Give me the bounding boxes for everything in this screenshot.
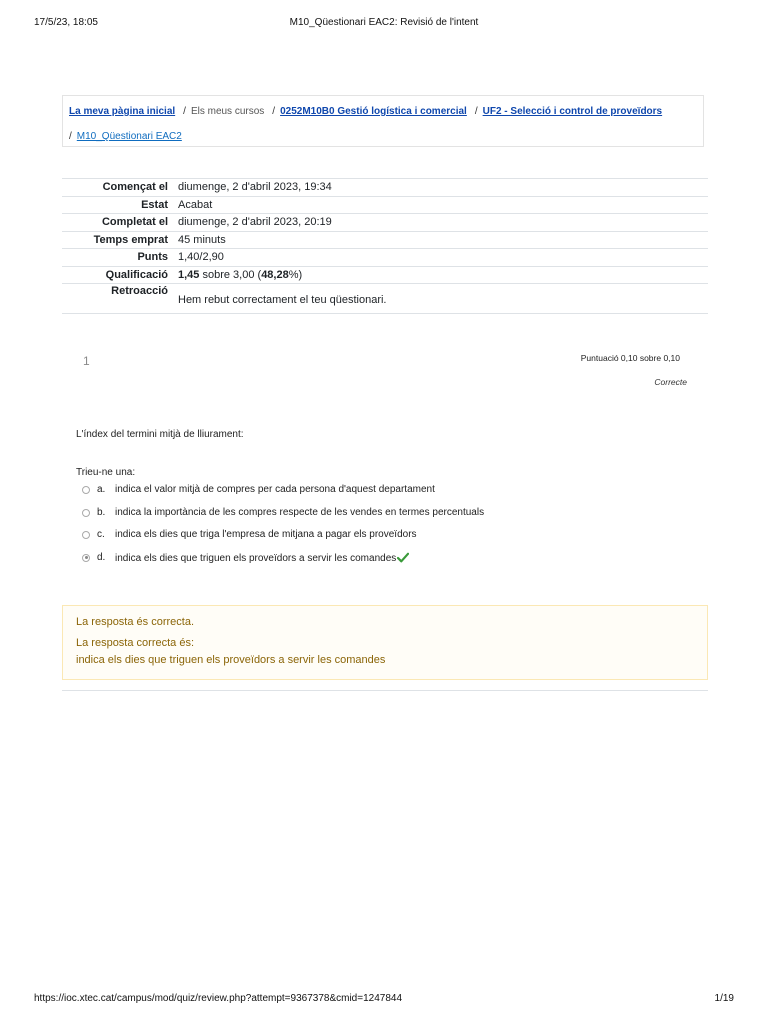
feedback-text: Hem rebut correctament el teu qüestionari. bbox=[178, 294, 387, 306]
summary-label: Estat bbox=[62, 196, 178, 214]
summary-row-completed bbox=[62, 214, 708, 232]
grade-value: 1,45 bbox=[178, 268, 200, 281]
outcome-right-answer-label: La resposta correcta és: bbox=[76, 637, 195, 649]
question-status: Correcte bbox=[654, 377, 687, 387]
summary-row-grade bbox=[62, 266, 708, 284]
summary-row-time-taken bbox=[62, 231, 708, 249]
answer-prompt: Trieu-ne una: bbox=[76, 467, 136, 478]
question-number: 1 bbox=[83, 354, 90, 368]
answer-text: indica els dies que triga l'empresa de mitjana a pagar els proveïdors bbox=[115, 529, 417, 540]
breadcrumb-section-link[interactable]: UF2 - Selecció i control de proveïdors bbox=[482, 106, 663, 117]
answer-letter: b. bbox=[97, 506, 106, 518]
summary-row-feedback bbox=[62, 284, 708, 314]
grade-suffix: %) bbox=[288, 268, 303, 281]
summary-value: Acabat bbox=[178, 196, 708, 214]
answer-text: indica el valor mitjà de compres per cada persona d'aquest departament bbox=[115, 484, 435, 495]
question-score: Puntuació 0,10 sobre 0,10 bbox=[580, 353, 680, 363]
print-header bbox=[34, 17, 734, 31]
grade-out-of: sobre 3,00 ( bbox=[202, 268, 262, 281]
print-url: https://ioc.xtec.cat/campus/mod/quiz/review.php?attempt=9367378&cmid=1247844 bbox=[34, 993, 403, 1004]
breadcrumb-my-courses: Els meus cursos bbox=[190, 106, 265, 117]
summary-value: 45 minuts bbox=[178, 231, 708, 249]
print-title: M10_Qüestionari EAC2: Revisió de l'intent bbox=[289, 17, 479, 28]
summary-label: Retroacció bbox=[62, 284, 178, 314]
breadcrumb-separator: / bbox=[183, 106, 186, 117]
summary-label: Completat el bbox=[62, 214, 178, 232]
question-text: L'índex del termini mitjà de lliurament: bbox=[76, 429, 244, 440]
breadcrumb-separator: / bbox=[272, 106, 276, 117]
attempt-summary-table bbox=[62, 178, 708, 314]
grade-percent: 48,28 bbox=[261, 268, 289, 281]
breadcrumb-quiz-link[interactable]: M10_Qüestionari EAC2 bbox=[76, 131, 182, 142]
radio-button[interactable] bbox=[82, 486, 90, 494]
summary-label: Punts bbox=[62, 249, 178, 267]
print-page-number: 1/19 bbox=[714, 993, 734, 1004]
breadcrumb-separator: / bbox=[474, 106, 478, 117]
attempt-summary bbox=[62, 178, 708, 314]
radio-button-selected[interactable] bbox=[82, 554, 90, 562]
breadcrumb-row bbox=[69, 131, 182, 142]
radio-button[interactable] bbox=[82, 509, 90, 517]
outcome-correct-message: La resposta és correcta. bbox=[76, 616, 195, 628]
outcome-right-answer: indica els dies que triguen els proveïdors a servir les comandes bbox=[76, 654, 386, 666]
summary-value: diumenge, 2 d'abril 2023, 20:19 bbox=[178, 214, 708, 232]
print-footer bbox=[34, 993, 734, 1007]
answer-text: indica la importància de les compres respecte de les vendes en termes percentuals bbox=[115, 506, 485, 518]
breadcrumb bbox=[62, 95, 704, 147]
breadcrumb-row bbox=[69, 106, 662, 117]
summary-value bbox=[178, 266, 708, 284]
answer-text-container bbox=[115, 552, 409, 566]
breadcrumb-course-link[interactable]: 0252M10B0 Gestió logística i comercial bbox=[280, 106, 467, 117]
question-outcome bbox=[62, 605, 708, 680]
summary-row-marks bbox=[62, 249, 708, 267]
print-date: 17/5/23, 18:05 bbox=[34, 17, 98, 28]
breadcrumb-home-link[interactable]: La meva pàgina inicial bbox=[69, 106, 176, 117]
check-icon bbox=[397, 552, 409, 566]
answer-text: indica els dies que triguen els proveïdors a servir les comandes bbox=[115, 552, 397, 564]
summary-row-started bbox=[62, 179, 708, 197]
answer-letter: c. bbox=[97, 529, 105, 540]
summary-value bbox=[178, 284, 708, 314]
radio-button[interactable] bbox=[82, 531, 90, 539]
answer-letter: a. bbox=[97, 484, 106, 495]
summary-value: 1,40/2,90 bbox=[178, 249, 708, 267]
summary-label: Temps emprat bbox=[62, 231, 178, 249]
summary-row-state bbox=[62, 196, 708, 214]
summary-label: Qualificació bbox=[62, 266, 178, 284]
divider bbox=[62, 690, 708, 691]
answer-letter: d. bbox=[97, 551, 106, 563]
breadcrumb-separator: / bbox=[69, 131, 72, 142]
summary-value: diumenge, 2 d'abril 2023, 19:34 bbox=[178, 179, 708, 197]
summary-label: Començat el bbox=[62, 179, 178, 197]
